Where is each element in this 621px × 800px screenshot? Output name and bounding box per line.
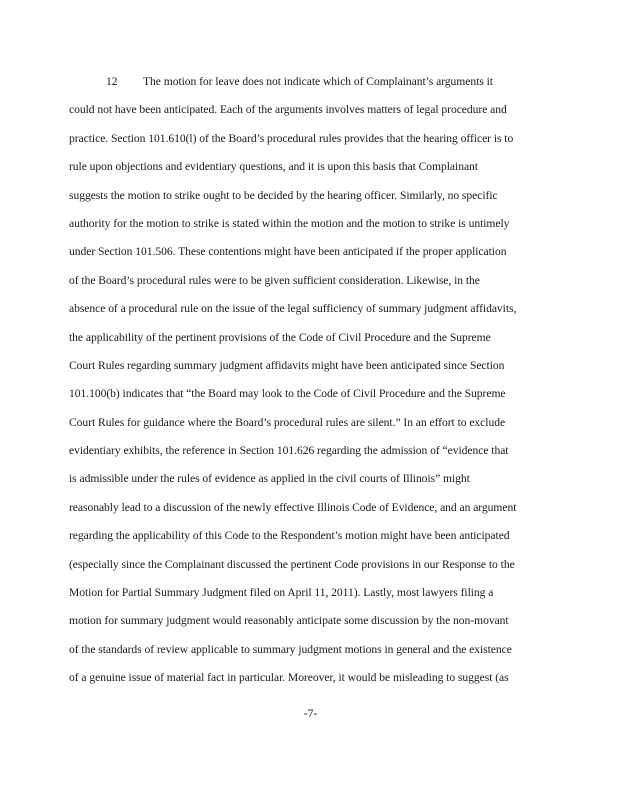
text-line-9: absence of a procedural rule on the issue of the legal sufficiency of summary judgment affidavits, [69, 302, 517, 316]
paragraph-number: 12 [106, 75, 118, 88]
text-line-3: practice. Section 101.610(l) of the Board’s procedural rules provides that the hearing officer is to [69, 131, 514, 145]
text-line-13: Court Rules for guidance where the Board’s procedural rules are silent.” In an effort to exclude [69, 415, 506, 429]
text-line-1: 12 The motion for leave does not indicate which of Complainant’s arguments it [69, 68, 549, 96]
text-line-7: under Section 101.506. These contentions might have been anticipated if the proper application [69, 245, 507, 259]
text-line-4: rule upon objections and evidentiary questions, and it is upon this basis that Complainant [69, 160, 478, 174]
body-text [69, 68, 549, 693]
text-line-19: Motion for Partial Summary Judgment filed on April 11, 2011). Lastly, most lawyers filing a [69, 586, 494, 600]
text-line-16: reasonably lead to a discussion of the newly effective Illinois Code of Evidence, and an argument [69, 500, 517, 514]
text-line-20: motion for summary judgment would reasonably anticipate some discussion by the non-movant [69, 614, 509, 628]
text-line-5: suggests the motion to strike ought to be decided by the hearing officer. Similarly, no specific [69, 188, 498, 202]
text-line-8: of the Board’s procedural rules were to be given sufficient consideration. Likewise, in the [69, 273, 480, 287]
text-line-21: of the standards of review applicable to summary judgment motions in general and the existence [69, 642, 512, 656]
text-line-22: of a genuine issue of material fact in particular. Moreover, it would be misleading to suggest (as [69, 671, 509, 685]
page-number: -7- [303, 707, 318, 720]
text-line-18: (especially since the Complainant discussed the pertinent Code provisions in our Response to the [69, 557, 515, 571]
text-line-17: regarding the applicability of this Code to the Respondent’s motion might have been anticipated [69, 529, 510, 543]
text-line-12: 101.100(b) indicates that “the Board may look to the Code of Civil Procedure and the Supreme [69, 387, 506, 401]
text-line-14: evidentiary exhibits, the reference in Section 101.626 regarding the admission of “evidence that [69, 444, 509, 458]
text-line-11: Court Rules regarding summary judgment affidavits might have been anticipated since Section [69, 358, 505, 372]
text-line-15: is admissible under the rules of evidence as applied in the civil courts of Illinois” might [69, 472, 470, 486]
text-line-6: authority for the motion to strike is stated within the motion and the motion to strike is untimely [69, 216, 510, 230]
text-line-2: could not have been anticipated. Each of the arguments involves matters of legal procedure and [69, 103, 507, 117]
text-line-10: the applicability of the pertinent provisions of the Code of Civil Procedure and the Supreme [69, 330, 491, 344]
